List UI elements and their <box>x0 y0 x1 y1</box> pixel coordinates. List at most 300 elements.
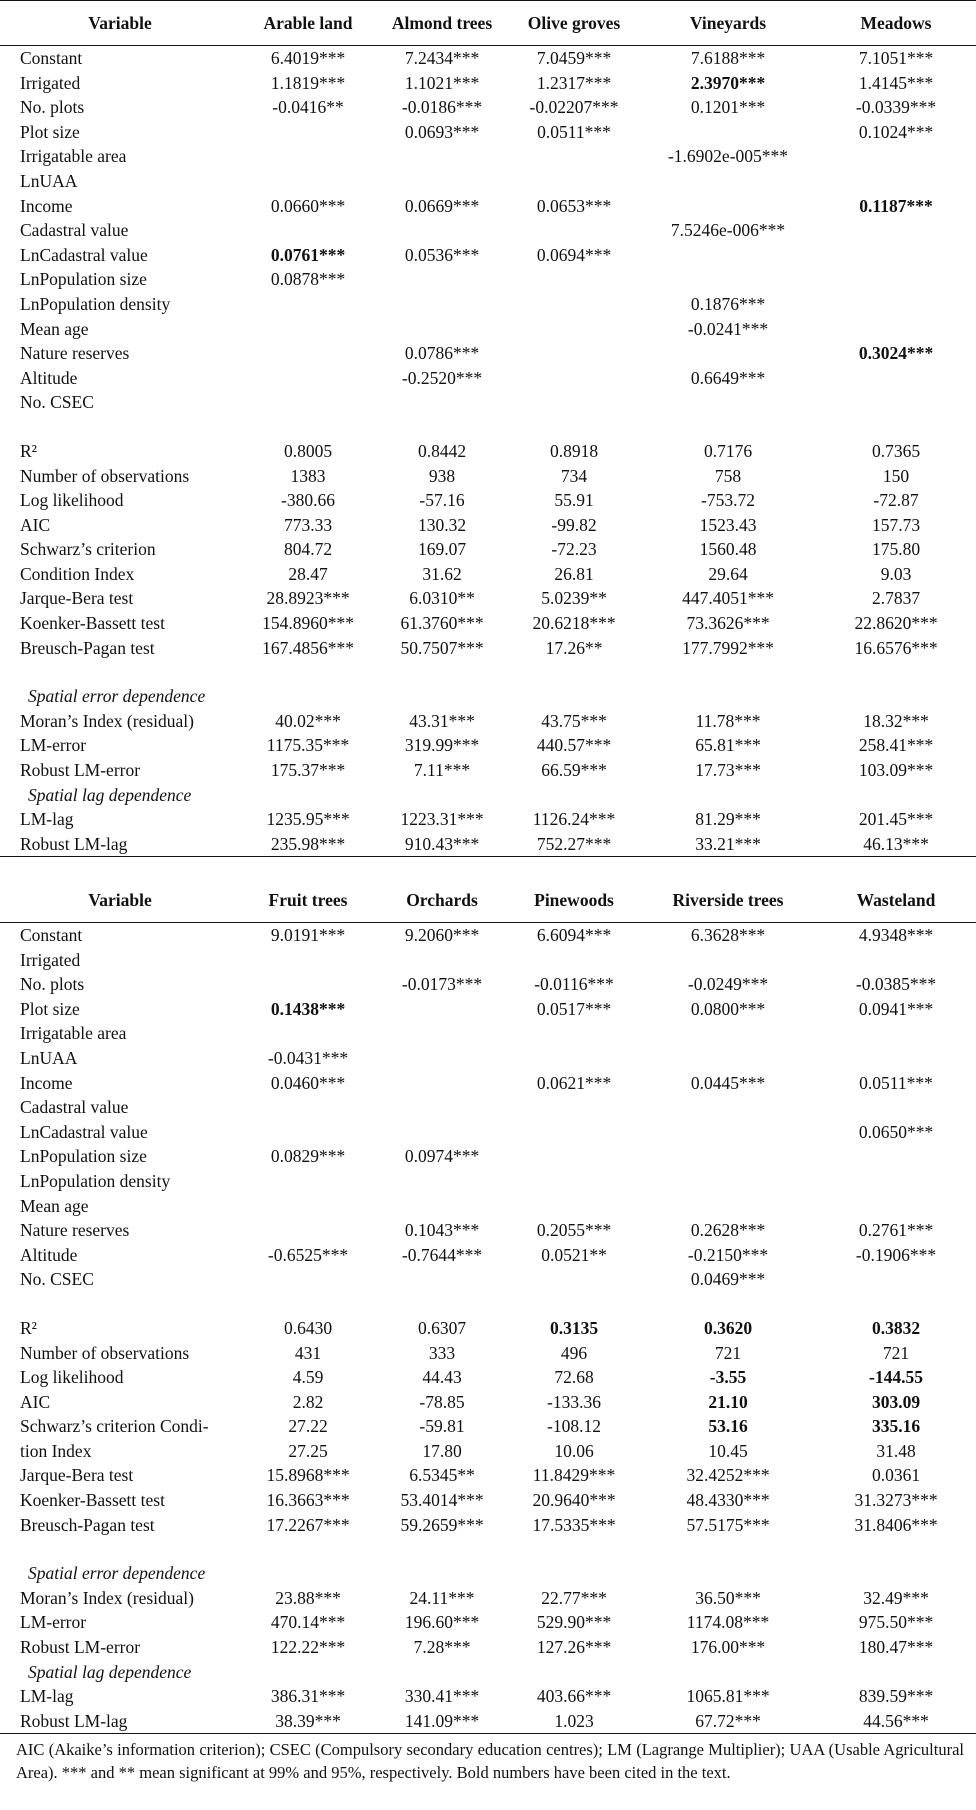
table-cell: 32.49*** <box>863 1587 929 1608</box>
table-cell: 27.22 <box>288 1416 328 1437</box>
table-row <box>0 1635 976 1660</box>
row-label: Constant <box>20 925 83 945</box>
table-cell: -108.12 <box>547 1416 601 1437</box>
row-label: Condition Index <box>20 563 135 584</box>
table-cell: 6.5345** <box>409 1465 475 1486</box>
table-cell: -0.0416** <box>272 97 344 118</box>
table-cell <box>376 317 508 342</box>
row-label: Cadastral value <box>20 1097 129 1118</box>
table-cell <box>376 144 508 169</box>
table-cell: 154.8960*** <box>262 613 354 634</box>
row-label: Irrigated <box>20 72 81 93</box>
table-cell <box>508 390 640 415</box>
table-cell <box>240 1095 376 1120</box>
table-cell <box>816 243 976 268</box>
table-cell <box>640 1194 816 1219</box>
table-cell <box>240 390 376 415</box>
table-cell: -0.0431*** <box>267 1047 349 1068</box>
table-cell <box>816 1365 976 1390</box>
table-cell <box>508 292 640 317</box>
row-label: Schwarz’s criterion Condi- <box>20 1416 209 1437</box>
table-cell: 2.82 <box>292 1391 324 1412</box>
table-row <box>0 636 976 661</box>
table-cell: 1523.43 <box>699 514 757 535</box>
cited-value: 53.16 <box>708 1416 748 1437</box>
row-label: Log likelihood <box>20 1367 124 1388</box>
table-cell <box>508 1537 640 1561</box>
table-cell: 0.1876*** <box>690 293 766 314</box>
row-label: Robust LM-error <box>20 1637 141 1658</box>
table-cell <box>816 1046 976 1071</box>
table-cell: -0.1906*** <box>855 1244 937 1265</box>
row-label: LnPopulation density <box>20 1170 171 1191</box>
table-cell: 6.0310** <box>409 588 475 609</box>
table-row <box>0 684 976 709</box>
table-row <box>0 366 976 391</box>
table-cell: -133.36 <box>547 1391 601 1412</box>
table-cell <box>240 972 376 997</box>
table-cell: 1.023 <box>508 1709 640 1734</box>
cited-value: 0.3832 <box>871 1317 921 1338</box>
table-cell: -78.85 <box>419 1391 465 1412</box>
table-cell: 150 <box>882 465 910 486</box>
table-cell: 196.60*** <box>404 1612 480 1633</box>
row-label: Robust LM-error <box>20 760 141 781</box>
table-cell <box>376 390 508 415</box>
table-cell <box>508 1660 640 1685</box>
table-cell: -0.0241*** <box>687 318 769 339</box>
row-label: LnPopulation size <box>20 269 147 290</box>
table-cell <box>640 783 816 808</box>
row-label: Number of observations <box>20 465 190 486</box>
table-cell: 721 <box>714 1342 742 1363</box>
table-row <box>0 923 976 948</box>
table-2-body <box>0 923 976 1734</box>
table-row <box>0 267 976 292</box>
row-label: Jarque-Bera test <box>20 588 134 609</box>
cited-value: 0.1187*** <box>859 195 933 216</box>
table-cell: 28.47 <box>288 563 328 584</box>
table-cell: 176.00*** <box>690 1637 766 1658</box>
table-cell: 804.72 <box>283 539 333 560</box>
regression-table-2 <box>0 878 976 1734</box>
table-cell <box>640 390 816 415</box>
table-cell: 0.2055*** <box>536 1220 612 1241</box>
table-cell <box>816 1021 976 1046</box>
table-row <box>0 439 976 464</box>
table-cell <box>376 415 508 439</box>
table-cell <box>508 1194 640 1219</box>
table-cell: -0.6525*** <box>267 1244 349 1265</box>
table-cell: 169.07 <box>417 539 467 560</box>
table-cell <box>640 243 816 268</box>
table-cell: 17.2267*** <box>266 1514 350 1535</box>
row-label: Koenker-Bassett test <box>20 613 165 634</box>
row-label: Nature reserves <box>20 1220 130 1241</box>
table-row <box>0 1439 976 1464</box>
table-cell: 496 <box>560 1342 588 1363</box>
table-cell: 0.0361 <box>871 1465 921 1486</box>
table-row <box>0 1267 976 1292</box>
table-cell <box>376 660 508 684</box>
table-cell <box>816 317 976 342</box>
table-row <box>0 1144 976 1169</box>
table-cell <box>640 194 816 219</box>
table-cell: 72.68 <box>554 1367 594 1388</box>
table-cell <box>816 218 976 243</box>
table-cell <box>640 1390 816 1415</box>
table-cell <box>240 1120 376 1145</box>
table-cell <box>816 1194 976 1219</box>
table-row <box>0 611 976 636</box>
table-cell <box>640 660 816 684</box>
table-cell: 38.39*** <box>240 1709 376 1734</box>
row-label: No. plots <box>20 97 85 118</box>
table-cell <box>240 997 376 1022</box>
table-cell <box>816 783 976 808</box>
table-row <box>0 488 976 513</box>
table-cell <box>508 317 640 342</box>
table-cell: -380.66 <box>281 490 335 511</box>
table-cell: 43.31*** <box>409 710 475 731</box>
table-cell: 177.7992*** <box>682 637 774 658</box>
table-cell <box>640 684 816 709</box>
table-cell: 31.62 <box>422 563 462 584</box>
table-cell: 11.78*** <box>695 710 761 731</box>
table-cell <box>816 194 976 219</box>
table-cell <box>640 1144 816 1169</box>
row-label: LnCadastral value <box>20 1121 148 1142</box>
table-cell: 0.0786*** <box>404 343 480 364</box>
cited-value: 2.3970*** <box>690 72 766 93</box>
table-cell: 0.0511*** <box>859 1072 933 1093</box>
table-row <box>0 513 976 538</box>
table-row <box>0 292 976 317</box>
table-cell: 0.8442 <box>417 440 467 461</box>
table-cell: 0.1024*** <box>858 121 934 142</box>
table-cell: -0.0249*** <box>687 974 769 995</box>
row-label: LM-error <box>20 735 87 756</box>
table-cell: 333 <box>428 1342 456 1363</box>
table-cell <box>240 341 376 366</box>
table-cell: 0.7365 <box>871 440 921 461</box>
table-cell: 167.4856*** <box>262 637 354 658</box>
table-cell <box>240 948 376 973</box>
cited-value: 335.16 <box>871 1416 921 1437</box>
table-cell: 28.8923*** <box>266 588 350 609</box>
table-cell: 29.64 <box>708 563 748 584</box>
table-cell: 440.57*** <box>536 735 612 756</box>
table-cell: 6.4019*** <box>270 48 346 68</box>
table-cell <box>376 948 508 973</box>
table-cell: 529.90*** <box>536 1612 612 1633</box>
table-cell: 1383 <box>290 465 326 486</box>
table-cell: 7.28*** <box>413 1637 471 1658</box>
cited-value: -3.55 <box>709 1367 747 1388</box>
table-cell <box>376 1194 508 1219</box>
table-cell: 55.91 <box>554 490 594 511</box>
table-cell <box>816 660 976 684</box>
table-cell: 44.56*** <box>816 1709 976 1734</box>
table-cell: 7.6188*** <box>690 48 766 68</box>
row-label: AIC <box>20 514 51 535</box>
model-column-header: Vineyards <box>640 1 816 46</box>
row-label: Irrigatable area <box>20 146 127 167</box>
table-cell: 31.8406*** <box>854 1514 938 1535</box>
table-cell: -753.72 <box>701 490 755 511</box>
row-label: Schwarz’s criterion <box>20 539 156 560</box>
table-cell <box>816 1144 976 1169</box>
table-cell: 0.6649*** <box>690 367 766 388</box>
table-cell <box>376 1120 508 1145</box>
table-cell: 0.2761*** <box>858 1220 934 1241</box>
table-cell: 32.4252*** <box>686 1465 770 1486</box>
table-cell: 0.0829*** <box>270 1146 346 1167</box>
table-cell: 0.0445*** <box>690 1072 766 1093</box>
table-row <box>0 758 976 783</box>
cited-value: 21.10 <box>708 1391 748 1412</box>
row-label: Number of observations <box>20 1342 190 1363</box>
table-cell <box>816 341 976 366</box>
table-cell <box>508 218 640 243</box>
table-cell: 65.81*** <box>695 735 761 756</box>
table-cell: 20.9640*** <box>532 1490 616 1511</box>
model-column-header: Olive groves <box>508 1 640 46</box>
table-cell: 24.11*** <box>409 1587 475 1608</box>
row-label: Spatial error dependence <box>28 686 206 707</box>
table-row <box>0 1316 976 1341</box>
table-cell: 10.06 <box>554 1440 594 1461</box>
table-1-body <box>0 46 976 857</box>
table-cell: 81.29*** <box>695 809 761 830</box>
table-cell <box>240 169 376 194</box>
table-row <box>0 1169 976 1194</box>
table-cell <box>376 169 508 194</box>
table-cell: 9.2060*** <box>404 925 480 945</box>
table-row <box>0 537 976 562</box>
table-cell: 1560.48 <box>699 539 757 560</box>
row-label: Moran’s Index (residual) <box>20 710 194 731</box>
table-cell <box>816 948 976 973</box>
row-label: Altitude <box>20 1244 78 1265</box>
table-cell: -0.0339*** <box>855 97 937 118</box>
table-cell: 53.4014*** <box>400 1490 484 1511</box>
table-cell: 66.59*** <box>541 760 607 781</box>
table-cell <box>816 684 976 709</box>
table-cell: 4.9348*** <box>858 925 934 945</box>
table-cell <box>640 1316 816 1341</box>
table-cell: 0.0536*** <box>404 244 480 265</box>
row-label: Jarque-Bera test <box>20 1465 134 1486</box>
table-cell: 0.0693*** <box>404 121 480 142</box>
table-cell <box>240 317 376 342</box>
table-cell: 0.1201*** <box>690 97 766 118</box>
table-cell: 27.25 <box>288 1440 328 1461</box>
row-label <box>0 415 240 439</box>
table-row <box>0 71 976 96</box>
table-cell: 839.59*** <box>858 1686 934 1707</box>
table-cell: 7.11*** <box>413 760 471 781</box>
table-cell <box>508 144 640 169</box>
table-row <box>0 832 976 857</box>
table-footnote: AIC (Akaike’s information criterion); CSEC (Compulsory secondary education centres); LM (Lagrange Multiplier); UAA (Usable Agricultural Area). *** and ** mean significant at 99% and 95%, respectively. Bold numbers have been cited in the text. <box>16 1740 964 1782</box>
table-row <box>0 1071 976 1096</box>
table-cell: 175.37*** <box>270 760 346 781</box>
table-cell: -0.7644*** <box>401 1244 483 1265</box>
row-label: Irrigatable area <box>20 1023 127 1044</box>
table-cell <box>376 1537 508 1561</box>
table-row <box>0 1194 976 1219</box>
table-row <box>0 1684 976 1709</box>
table-row <box>0 1586 976 1611</box>
table-cell: 403.66*** <box>536 1686 612 1707</box>
header-row <box>0 878 976 923</box>
table-cell: -0.0116*** <box>534 974 614 995</box>
table-cell <box>816 1292 976 1316</box>
row-label: LnPopulation density <box>20 293 171 314</box>
table-cell: 7.2434*** <box>404 48 480 68</box>
table-cell: 975.50*** <box>858 1612 934 1633</box>
table-cell <box>640 1365 816 1390</box>
row-label: No. CSEC <box>20 1269 94 1290</box>
table-cell: 20.6218*** <box>532 613 616 634</box>
cited-value: -144.55 <box>869 1367 923 1388</box>
table-cell <box>508 948 640 973</box>
table-cell <box>816 415 976 439</box>
table-cell: 1.1021*** <box>404 72 480 93</box>
table-cell: 0.0621*** <box>536 1072 612 1093</box>
table-cell <box>376 684 508 709</box>
table-1-header <box>0 1 976 46</box>
table-row <box>0 1488 976 1513</box>
table-row <box>0 1414 976 1439</box>
row-label: Constant <box>20 48 83 68</box>
model-column-header: Riverside trees <box>640 878 816 923</box>
table-cell: 0.0800*** <box>690 998 766 1019</box>
table-row <box>0 1095 976 1120</box>
table-cell: 258.41*** <box>858 735 934 756</box>
row-label: Nature reserves <box>20 343 130 364</box>
table-row <box>0 1709 976 1734</box>
table-cell: -0.0173*** <box>401 974 483 995</box>
table-cell <box>816 267 976 292</box>
table-cell: 9.0191*** <box>270 925 346 945</box>
table-cell: 17.73*** <box>695 760 761 781</box>
row-label: LnPopulation size <box>20 1146 147 1167</box>
table-cell <box>640 1292 816 1316</box>
table-cell: 721 <box>882 1342 910 1363</box>
table-cell: 0.0974*** <box>404 1146 480 1167</box>
table-cell: -57.16 <box>419 490 465 511</box>
table-cell: 59.2659*** <box>400 1514 484 1535</box>
table-cell <box>240 1169 376 1194</box>
table-cell <box>376 1267 508 1292</box>
table-cell <box>508 660 640 684</box>
cited-value: 0.0761*** <box>270 244 346 265</box>
table-cell: 0.2628*** <box>690 1220 766 1241</box>
table-cell <box>240 1537 376 1561</box>
table-cell: 31.3273*** <box>854 1490 938 1511</box>
table-cell <box>640 120 816 145</box>
table-row <box>0 415 976 439</box>
table-cell <box>640 1021 816 1046</box>
table-cell <box>640 71 816 96</box>
table-cell: 758 <box>714 465 742 486</box>
model-column-header: Wasteland <box>816 878 976 923</box>
table-cell: 48.4330*** <box>686 1490 770 1511</box>
table-cell <box>376 292 508 317</box>
table-cell: 0.8005 <box>283 440 333 461</box>
row-label: Breusch-Pagan test <box>20 637 155 658</box>
table-row <box>0 948 976 973</box>
table-cell: -0.2520*** <box>401 367 483 388</box>
table-cell: 1.4145*** <box>858 72 934 93</box>
table-cell <box>376 267 508 292</box>
table-cell: 0.7176 <box>703 440 753 461</box>
table-cell <box>376 1660 508 1685</box>
table-cell <box>640 1095 816 1120</box>
table-cell: 157.73 <box>871 514 921 535</box>
variable-column-header: Variable <box>0 1 240 46</box>
row-label: Spatial error dependence <box>28 1563 206 1584</box>
table-cell: 11.8429*** <box>532 1465 616 1486</box>
table-cell: 1223.31*** <box>400 809 484 830</box>
row-label: Spatial lag dependence <box>28 1661 192 1682</box>
table-row <box>0 1021 976 1046</box>
table-cell: 141.09*** <box>376 1709 508 1734</box>
table-cell: 5.0239** <box>541 588 607 609</box>
table-row <box>0 1243 976 1268</box>
table-cell: 0.0878*** <box>270 269 346 290</box>
table-cell <box>376 1095 508 1120</box>
table-cell: 0.0469*** <box>690 1269 766 1290</box>
table-row <box>0 1660 976 1685</box>
table-cell: 7.5246e-006*** <box>670 220 786 241</box>
table-cell <box>508 1144 640 1169</box>
table-cell <box>640 341 816 366</box>
table-cell: 10.45 <box>708 1440 748 1461</box>
table-cell: -0.0186*** <box>401 97 483 118</box>
table-cell <box>816 1561 976 1586</box>
table-cell <box>816 1390 976 1415</box>
table-row <box>0 1513 976 1538</box>
table-cell: 127.26*** <box>536 1637 612 1658</box>
table-cell <box>640 948 816 973</box>
table-cell: 43.75*** <box>541 710 607 731</box>
table-cell: 1065.81*** <box>686 1686 770 1707</box>
table-cell: 180.47*** <box>858 1637 934 1658</box>
table-row <box>0 586 976 611</box>
table-cell: 201.45*** <box>858 809 934 830</box>
table-cell <box>640 1169 816 1194</box>
table-cell: 67.72*** <box>640 1709 816 1734</box>
table-cell: 9.03 <box>880 563 912 584</box>
model-column-header: Fruit trees <box>240 878 376 923</box>
table-cell: 1174.08*** <box>686 1612 770 1633</box>
table-cell: 0.0521** <box>541 1244 607 1265</box>
table-cell <box>240 120 376 145</box>
table-cell: 773.33 <box>283 514 333 535</box>
table-row <box>0 1365 976 1390</box>
table-cell: 57.5175*** <box>686 1514 770 1535</box>
table-cell: 17.80 <box>422 1440 462 1461</box>
row-label: LnCadastral value <box>20 244 148 265</box>
table-cell: 470.14*** <box>270 1612 346 1633</box>
table-cell <box>816 390 976 415</box>
table-cell <box>240 218 376 243</box>
table-cell: 122.22*** <box>270 1637 346 1658</box>
table-cell <box>816 1095 976 1120</box>
